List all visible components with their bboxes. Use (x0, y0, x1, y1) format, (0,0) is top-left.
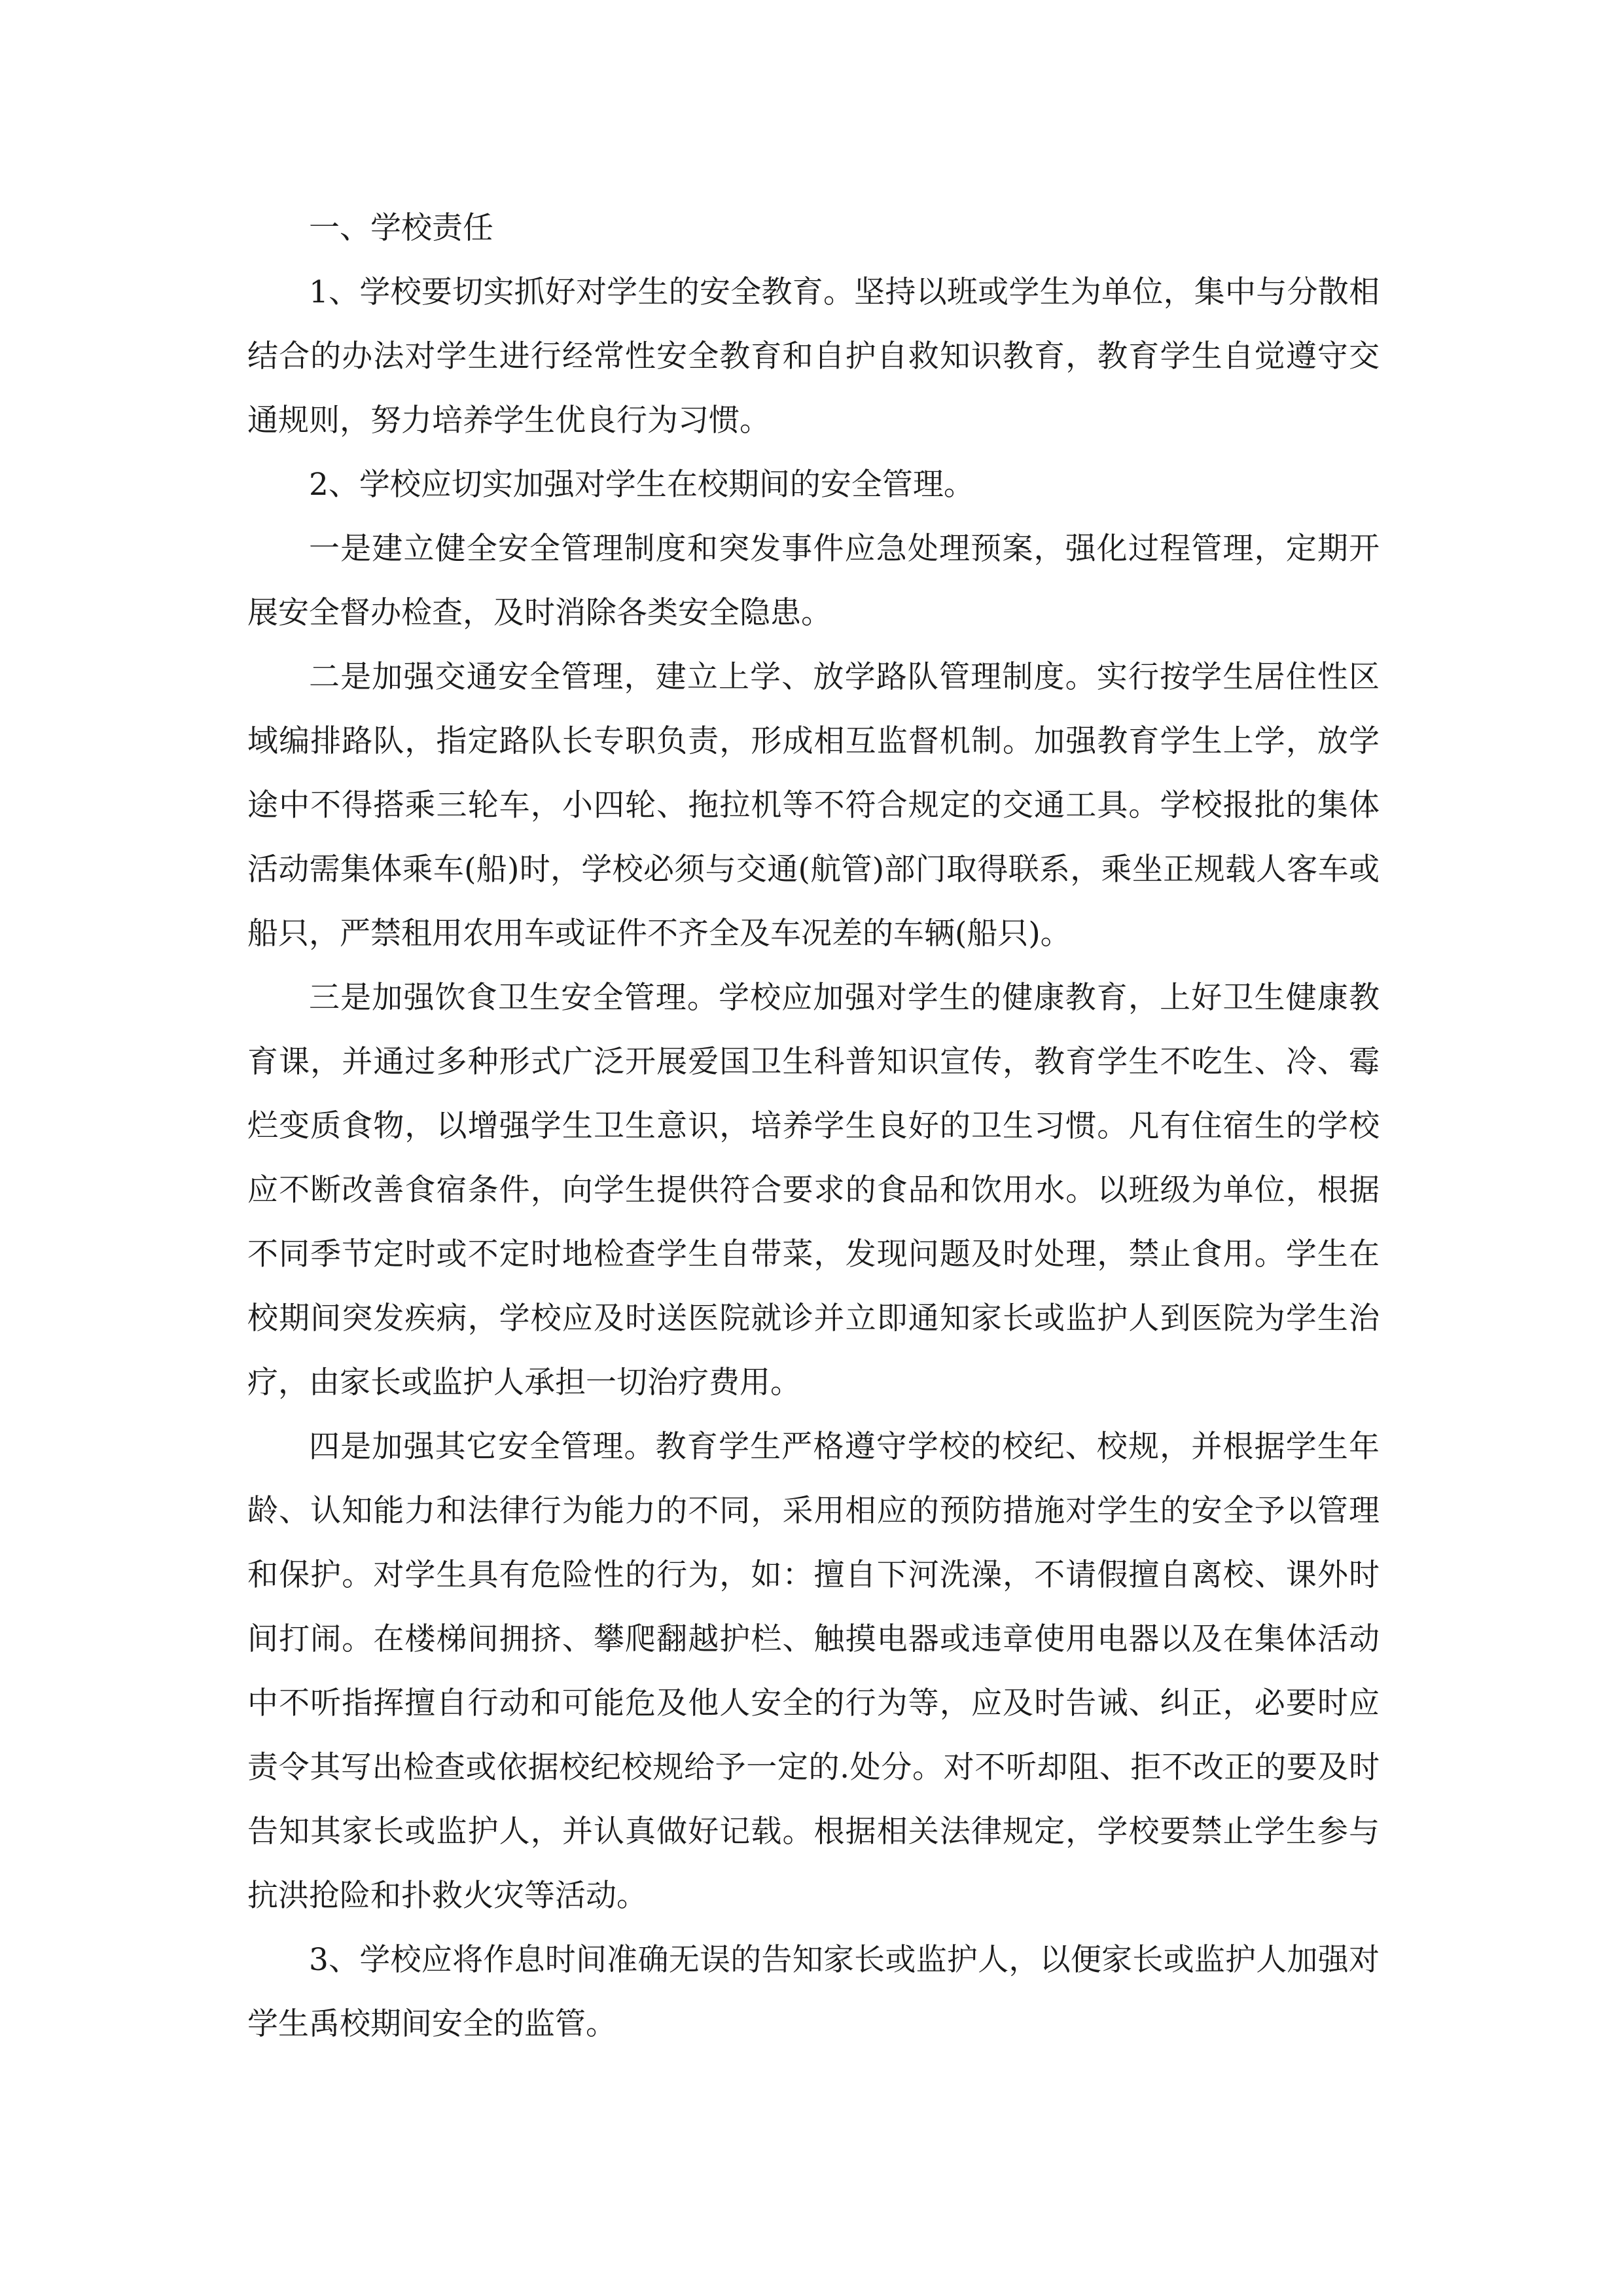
paragraph-3: 一是建立健全安全管理制度和突发事件应急处理预案，强化过程管理，定期开展安全督办检查，及时消除各类安全隐患。 (247, 531, 1380, 631)
paragraph-5: 三是加强饮食卫生安全管理。学校应加强对学生的健康教育，上好卫生健康教育课，并通过多种形式广泛开展爱国卫生科普知识宣传，教育学生不吃生、冷、霉烂变质食物，以增强学生卫生意识，培养学生良好的卫生习惯。凡有住宿生的学校应不断改善食宿条件，向学生提供符合要求的食品和饮用水。以班级为单位，根据不同季节定时或不定时地检查学生自带菜，发现问题及时处理，禁止食用。学生在校期间突发疾病，学校应及时送医院就诊并立即通知家长或监护人到医院为学生治疗，由家长或监护人承担一切治疗费用。 (247, 980, 1380, 1401)
paragraph-1: 1、学校要切实抓好对学生的安全教育。坚持以班或学生为单位，集中与分散相结合的办法对学生进行经常性安全教育和自护自救知识教育，教育学生自觉遵守交通规则，努力培养学生优良行为习惯。 (247, 274, 1380, 439)
section-heading: 一、学校责任 (309, 210, 493, 246)
paragraph-4: 二是加强交通安全管理，建立上学、放学路队管理制度。实行按学生居住性区域编排路队，指定路队长专职负责，形成相互监督机制。加强教育学生上学，放学途中不得搭乘三轮车，小四轮、拖拉机等不符合规定的交通工具。学校报批的集体活动需集体乘车(船)时，学校必须与交通(航管)部门取得联系，乘坐正规载人客车或船只，严禁租用农用车或证件不齐全及车况差的车辆(船只)。 (247, 659, 1380, 952)
paragraph-2: 2、学校应切实加强对学生在校期间的安全管理。 (309, 467, 974, 503)
document-body (247, 196, 1380, 2056)
paragraph-7: 3、学校应将作息时间准确无误的告知家长或监护人，以便家长或监护人加强对学生禹校期间安全的监管。 (247, 1942, 1380, 2042)
paragraph-6: 四是加强其它安全管理。教育学生严格遵守学校的校纪、校规，并根据学生年龄、认知能力和法律行为能力的不同，采用相应的预防措施对学生的安全予以管理和保护。对学生具有危险性的行为，如：擅自下河洗澡，不请假擅自离校、课外时间打闹。在楼梯间拥挤、攀爬翻越护栏、触摸电器或违章使用电器以及在集体活动中不听指挥擅自行动和可能危及他人安全的行为等，应及时告诫、纠正，必要时应责令其写出检查或依据校纪校规给予一定的.处分。对不听却阻、拒不改正的要及时告知其家长或监护人，并认真做好记载。根据相关法律规定，学校要禁止学生参与抗洪抢险和扑救火灾等活动。 (247, 1429, 1380, 1914)
